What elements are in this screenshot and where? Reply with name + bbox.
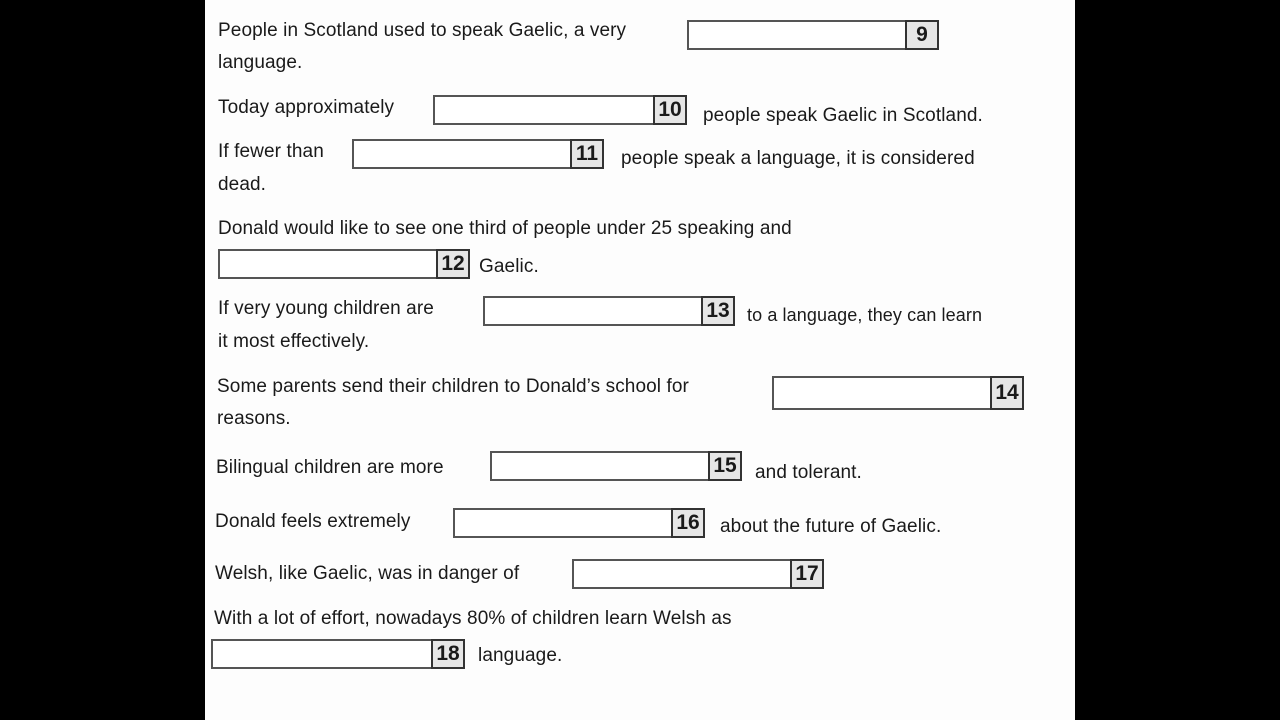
answer-number-13: 13 [701,296,735,326]
answer-number-18: 18 [431,639,465,669]
item-12-text-before: Donald would like to see one third of people under 25 speaking and [218,218,792,239]
answer-number-12: 12 [436,249,470,279]
item-9-text-before: People in Scotland used to speak Gaelic, a very [218,20,627,41]
answer-box-13[interactable] [483,296,735,326]
item-16-text-before: Donald feels extremely [215,511,411,532]
answer-number-17: 17 [790,559,824,589]
item-16-text-after: about the future of Gaelic. [720,516,942,537]
item-13-text-after: to a language, they can learn [747,305,983,325]
item-18-text-before: With a lot of effort, nowadays 80% of children learn Welsh as [214,608,732,629]
item-10-text-before: Today approximately [218,97,395,118]
item-15-text-before: Bilingual children are more [216,457,444,478]
item-18-text-after: language. [478,645,563,666]
answer-box-15[interactable] [490,451,742,481]
item-15-text-after: and tolerant. [755,462,862,483]
answer-box-18[interactable] [211,639,465,669]
answer-number-15: 15 [708,451,742,481]
answer-box-11[interactable] [352,139,604,169]
answer-number-16: 16 [671,508,705,538]
item-13-text-after-2: it most effectively. [218,331,370,352]
item-14-text-before: Some parents send their children to Donald’s school for [217,376,689,397]
answer-number-11: 11 [570,139,604,169]
item-11-text-after-2: dead. [218,174,267,195]
item-14-text-after: reasons. [217,408,291,429]
worksheet-page [205,0,1075,720]
answer-box-14[interactable] [772,376,1024,410]
answer-number-9: 9 [905,20,939,50]
item-11-text-after: people speak a language, it is considered [621,148,975,169]
answer-box-17[interactable] [572,559,824,589]
item-13-text-before: If very young children are [218,298,434,319]
answer-box-9[interactable] [687,20,939,50]
item-10-text-after: people speak Gaelic in Scotland. [703,105,983,126]
item-12-text-after: Gaelic. [479,256,539,277]
answer-number-10: 10 [653,95,687,125]
item-11-text-before: If fewer than [218,141,324,162]
item-17-text-before: Welsh, like Gaelic, was in danger of [215,563,520,584]
answer-box-10[interactable] [433,95,687,125]
answer-number-14: 14 [990,376,1024,410]
answer-box-16[interactable] [453,508,705,538]
item-9-text-after: language. [218,52,303,73]
answer-box-12[interactable] [218,249,470,279]
